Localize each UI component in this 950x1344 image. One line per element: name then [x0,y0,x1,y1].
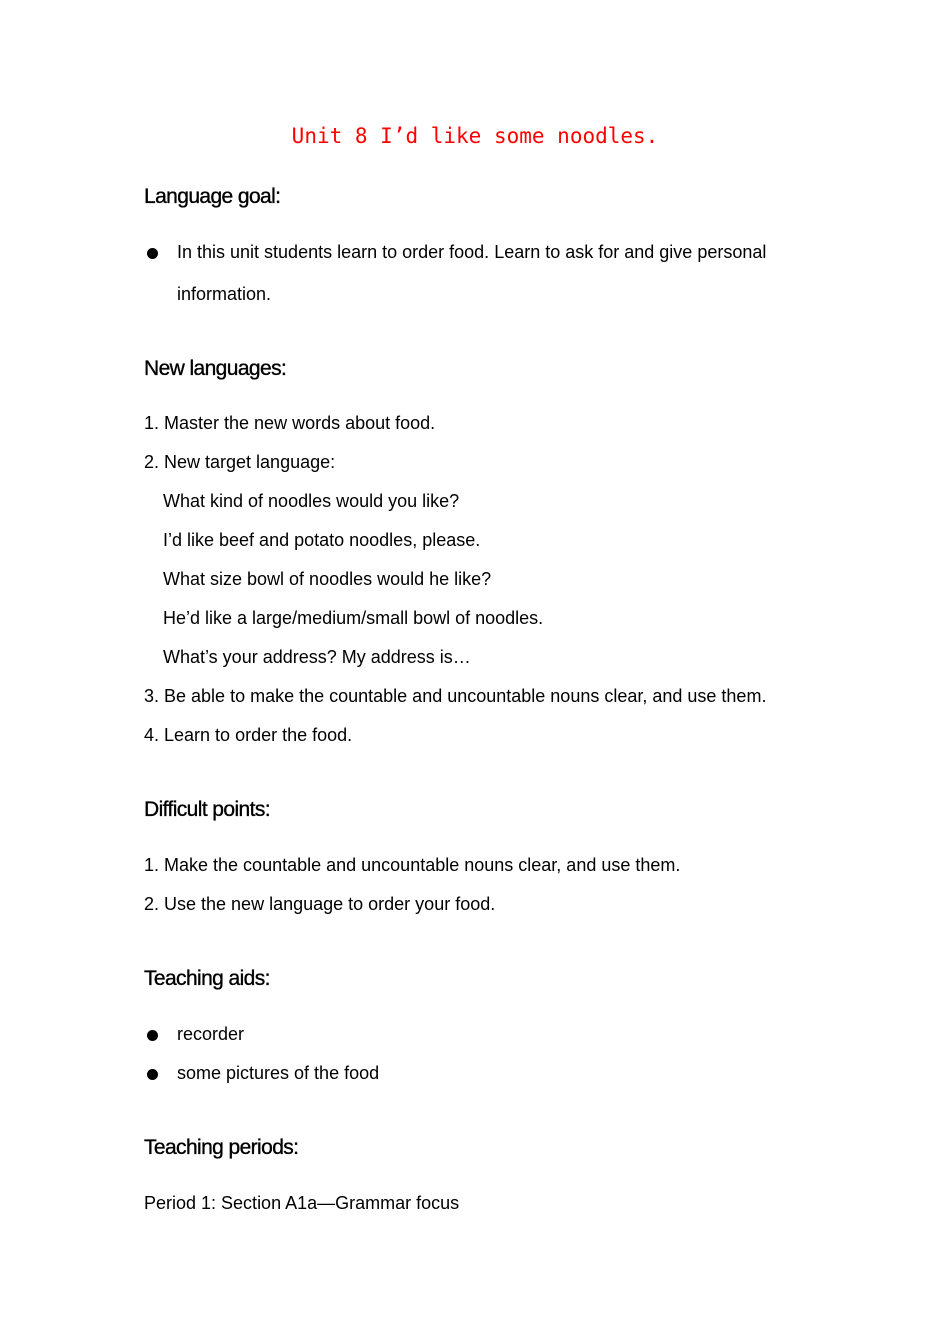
document-title: Unit 8 I’d like some noodles. [291,124,659,148]
new-languages-item-4: 4. Learn to order the food. [144,725,353,745]
teaching-aid-text: some pictures of the food [177,1063,380,1083]
target-language-example: What size bowl of noodles would he like? [163,569,492,589]
new-languages-item-3: 3. Be able to make the countable and uncountable nouns clear, and use them. [144,686,767,706]
target-language-example: What’s your address? My address is… [163,647,471,667]
bullet-dot-icon [147,1069,158,1080]
heading-teaching-periods: Teaching periods: [144,1136,299,1159]
language-goal-text-line2: information. [177,284,272,304]
bullet-dot-icon [147,248,158,259]
target-language-example: I’d like beef and potato noodles, please. [163,530,481,550]
heading-teaching-aids: Teaching aids: [144,967,270,990]
new-languages-item-1: 1. Master the new words about food. [144,413,436,433]
heading-new-languages: New languages: [144,357,287,380]
new-languages-item-2: 2. New target language: [144,452,336,472]
teaching-aid-text: recorder [177,1024,245,1044]
difficult-points-item-1: 1. Make the countable and uncountable nouns clear, and use them. [144,855,681,875]
target-language-example: What kind of noodles would you like? [163,491,460,511]
heading-difficult-points: Difficult points: [144,798,270,821]
target-language-example: He’d like a large/medium/small bowl of noodles. [163,608,544,628]
language-goal-text-line1: In this unit students learn to order food. Learn to ask for and give personal [177,242,767,262]
teaching-periods-item-1: Period 1: Section A1a—Grammar focus [144,1193,460,1213]
heading-language-goal: Language goal: [144,185,281,208]
difficult-points-item-2: 2. Use the new language to order your food. [144,894,496,914]
bullet-dot-icon [147,1030,158,1041]
